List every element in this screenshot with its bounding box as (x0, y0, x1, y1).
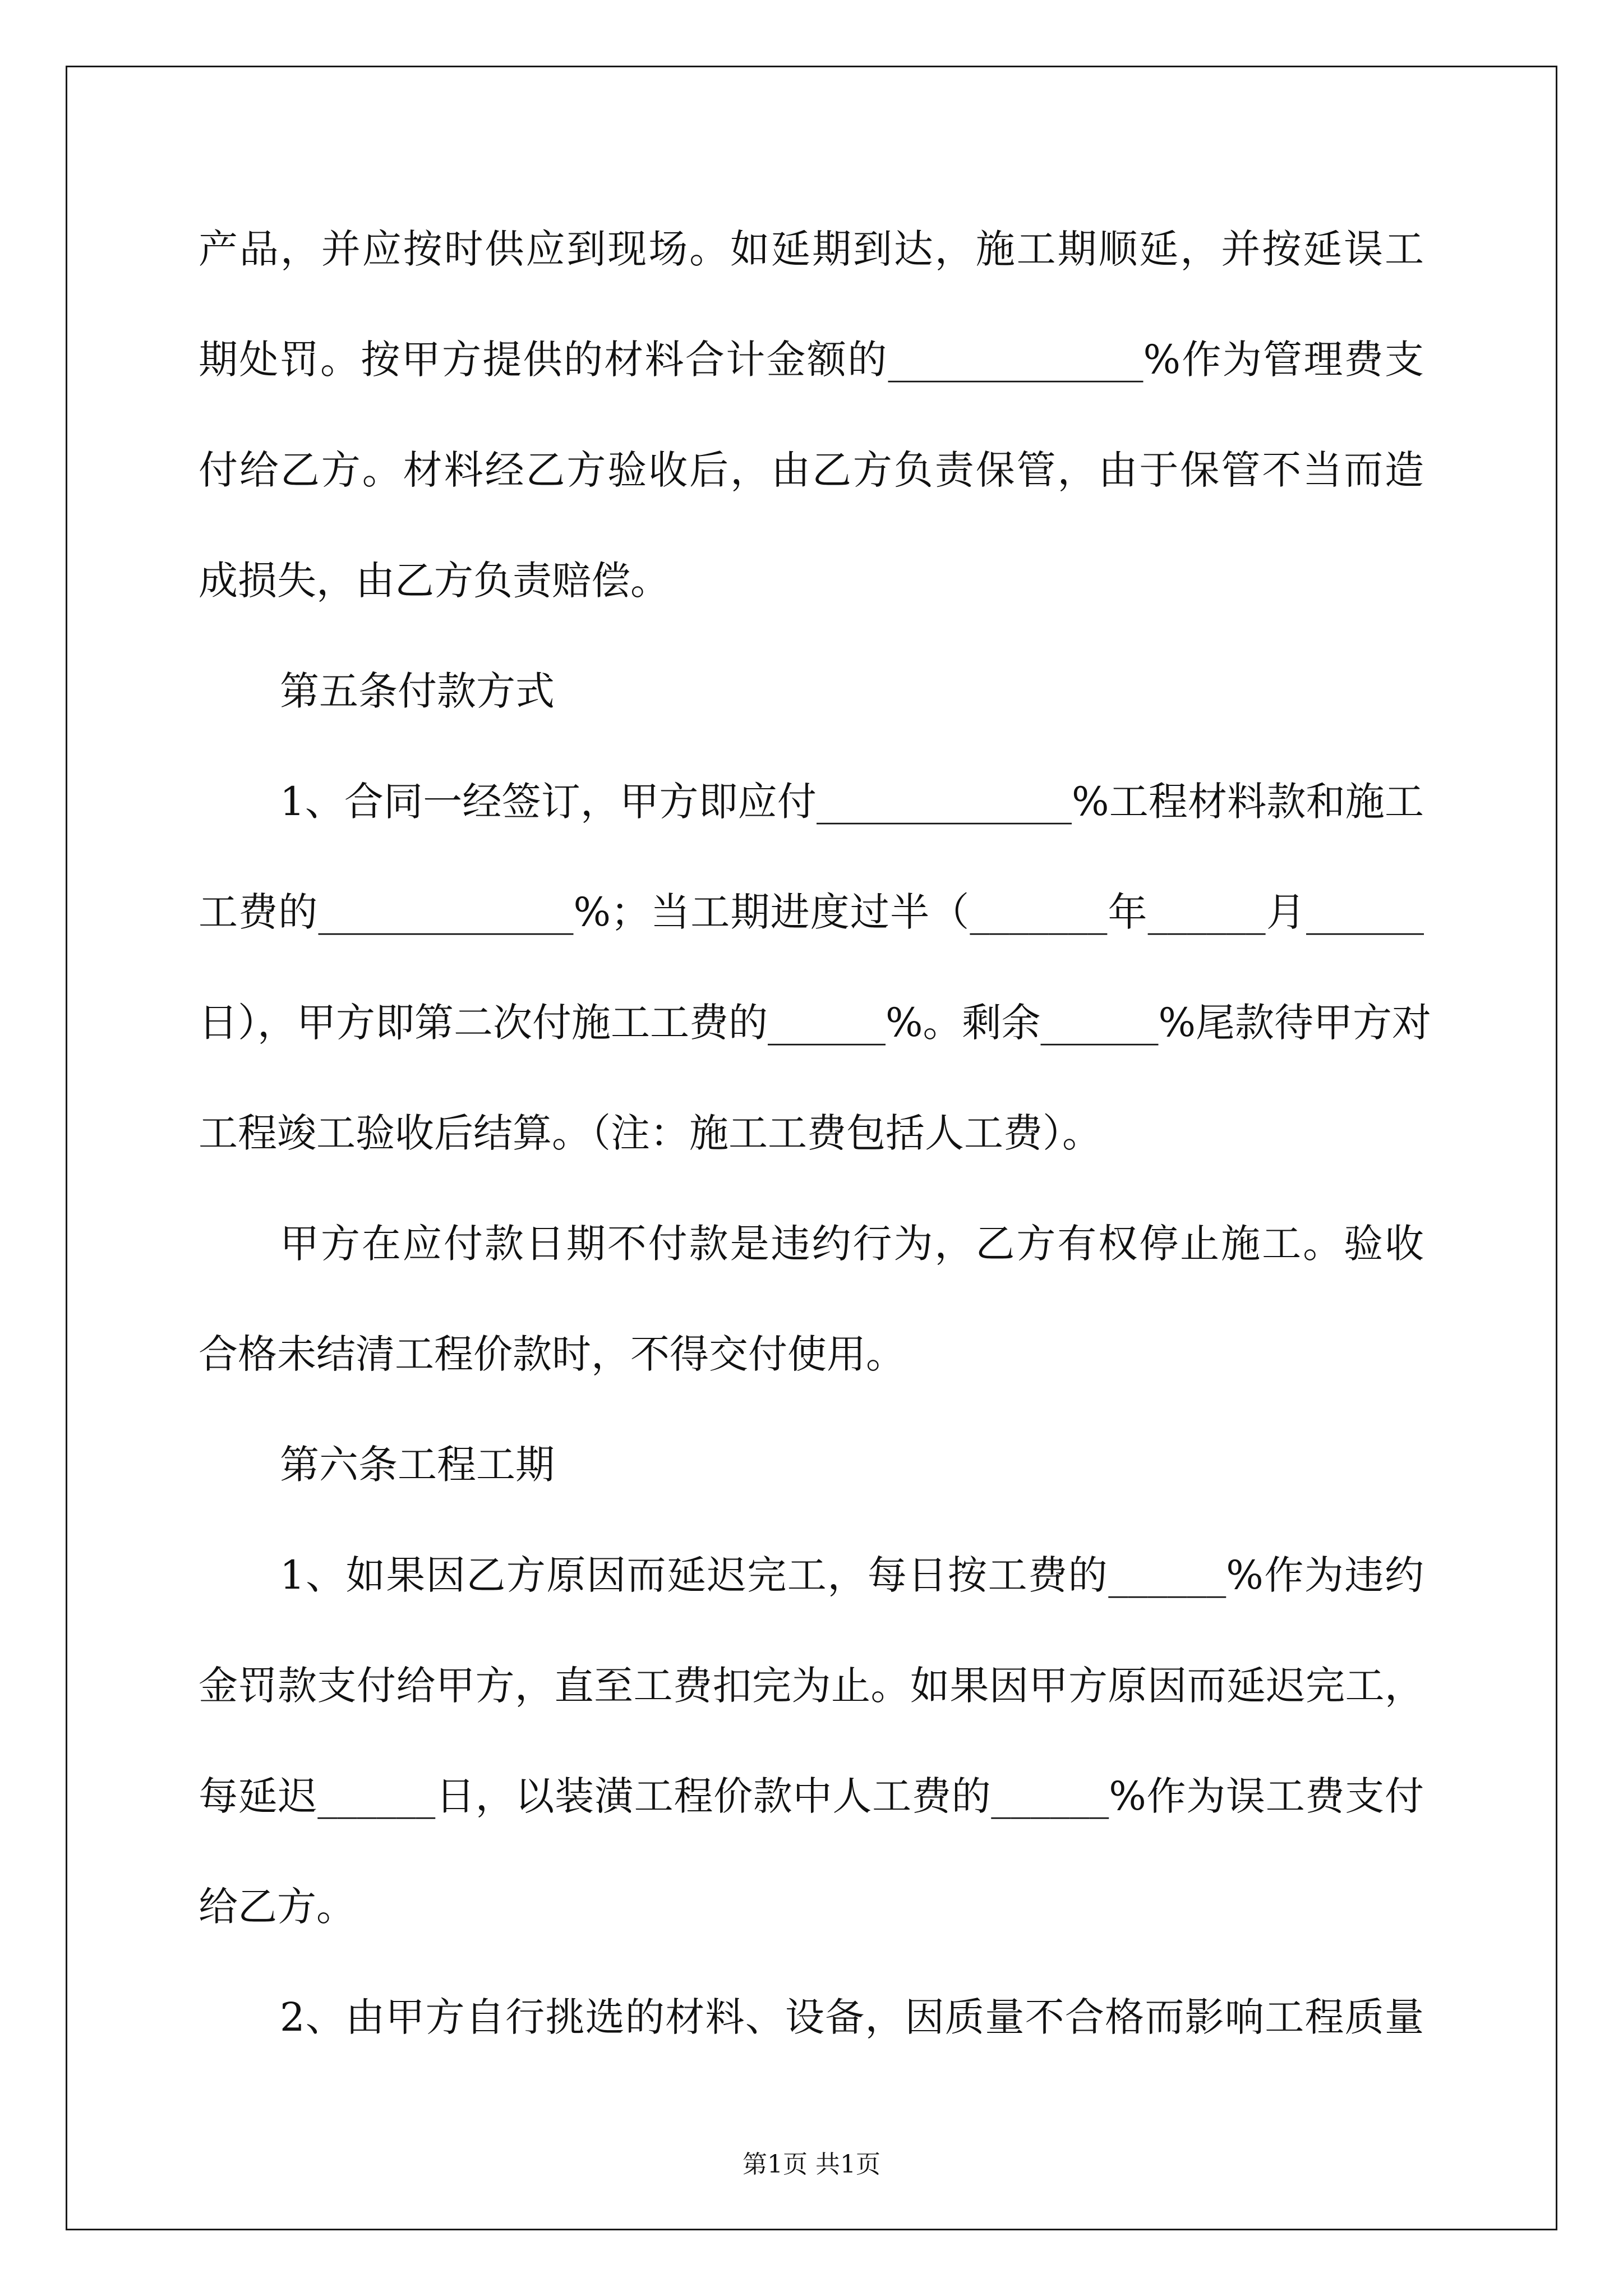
paragraph-line: 甲方在应付款日期不付款是违约行为，乙方有权停止施工。验收 (280, 1221, 1424, 1267)
paragraph-line: 产品，并应按时供应到现场。如延期到达，施工期顺延，并按延误工 (199, 226, 1424, 272)
paragraph-line: 金罚款支付给甲方，直至工费扣完为止。如果因甲方原因而延迟完工， (199, 1663, 1424, 1709)
paragraph-line: 期处罚。按甲方提供的材料合计金额的_____________%作为管理费支 (199, 337, 1424, 383)
page-number: 第1页 共1页 (743, 2150, 880, 2179)
paragraph-line: 2、由甲方自行挑选的材料、设备，因质量不合格而影响工程质量 (280, 1994, 1424, 2040)
paragraph-line: 给乙方。 (199, 1884, 356, 1930)
paragraph-line: 付给乙方。材料经乙方验收后，由乙方负责保管，由于保管不当而造 (199, 447, 1424, 493)
paragraph-line: 1、如果因乙方原因而延迟完工，每日按工费的______%作为违约 (280, 1552, 1424, 1598)
paragraph-line: 工程竣工验收后结算。（注：施工工费包括人工费）。 (199, 1110, 1101, 1156)
section-heading: 第五条付款方式 (280, 668, 555, 714)
paragraph-line: 每延迟______日，以装潢工程价款中人工费的______%作为误工费支付 (199, 1773, 1424, 1819)
paragraph-line: 工费的_____________%；当工期进度过半（_______年______月______ (199, 889, 1424, 935)
section-heading: 第六条工程工期 (280, 1442, 555, 1488)
paragraph-line: 1、合同一经签订，甲方即应付_____________%工程材料款和施工 (280, 779, 1424, 825)
paragraph-line: 合格未结清工程价款时，不得交付使用。 (199, 1331, 905, 1377)
paragraph-line: 成损失，由乙方负责赔偿。 (199, 558, 670, 604)
document-body (199, 213, 1432, 2092)
paragraph-line: 日），甲方即第二次付施工工费的______%。剩余______%尾款待甲方对 (199, 1000, 1432, 1046)
